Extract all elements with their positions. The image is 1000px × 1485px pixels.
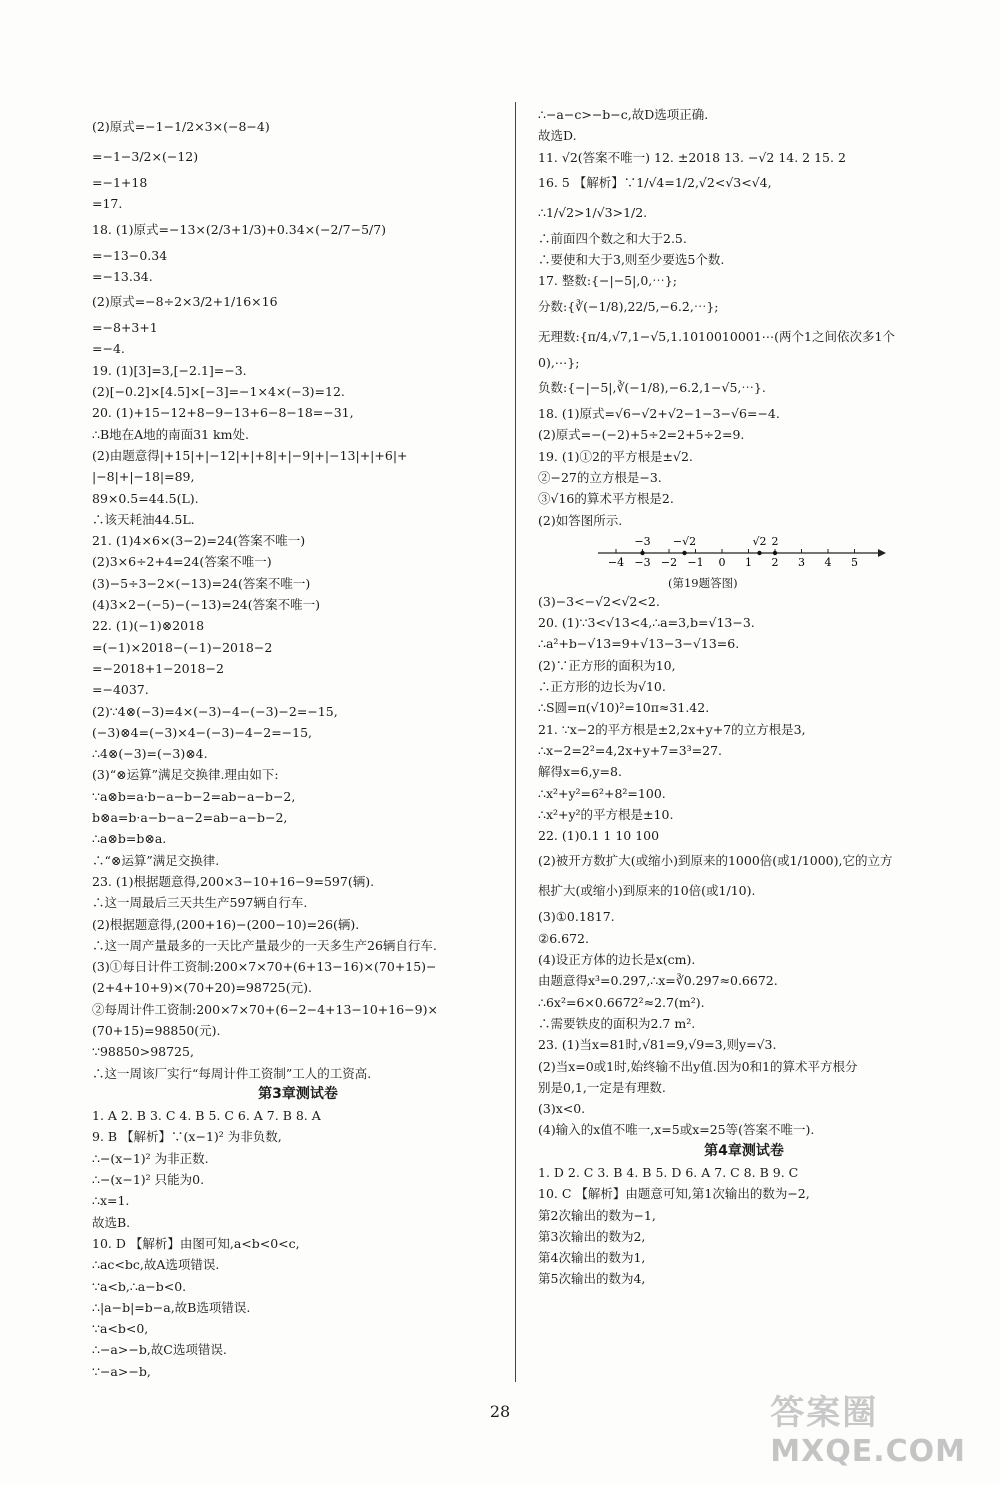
answer-line: 9. B 【解析】∵(x−1)² 为非负数,	[92, 1129, 282, 1145]
answer-line: ∴4⊗(−3)=(−3)⊗4.	[92, 746, 208, 762]
answer-line: (4)3×2−(−5)−(−13)=24(答案不唯一)	[92, 597, 320, 613]
answer-line: ∴−a>−b,故C选项错误.	[92, 1342, 227, 1358]
answer-line: 10. C 【解析】由题意可知,第1次输出的数为−2,	[538, 1186, 810, 1202]
figure-caption: (第19题答图)	[668, 575, 738, 590]
answer-line: =−13.34.	[92, 268, 153, 284]
tick-label: 2	[771, 555, 779, 569]
answer-line: 19. (1)①2的平方根是±√2.	[538, 448, 693, 464]
point-label: −3	[634, 534, 651, 548]
tick-label: 5	[851, 555, 858, 569]
answer-line: =−13−0.34	[92, 247, 168, 263]
answer-line: ∴a²+b−√13=9+√13−3−√13=6.	[538, 636, 740, 652]
answer-line: 根扩大(或缩小)到原来的10倍(或1/10).	[538, 883, 756, 899]
answer-line: ∴要使和大于3,则至少要选5个数.	[538, 252, 725, 268]
answer-line: ∴x²+y²的平方根是±10.	[538, 806, 674, 822]
answer-line: 解得x=6,y=8.	[538, 764, 622, 780]
answer-line: ∴|a−b|=b−a,故B选项错误.	[92, 1299, 251, 1315]
answer-line: ∴−(x−1)² 只能为0.	[92, 1172, 205, 1188]
answer-line: ∴6x²=6×0.6672²≈2.7(m²).	[538, 994, 705, 1010]
watermark	[770, 1385, 966, 1469]
answer-line: ∴x²+y²=6²+8²=100.	[538, 785, 666, 801]
answer-line: =−8+3+1	[92, 320, 158, 336]
page-number: 28	[489, 1402, 511, 1421]
answer-line: 11. √2(答案不唯一) 12. ±2018 13. −√2 14. 2 15. 2	[538, 149, 846, 165]
answer-line: (2)3×6÷2+4=24(答案不唯一)	[92, 554, 272, 570]
answer-line: 19. (1)[3]=3,[−2.1]=−3.	[92, 362, 247, 378]
answer-line: 故选B.	[92, 1214, 131, 1230]
answer-line: 21. (1)4×6×(3−2)=24(答案不唯一)	[92, 533, 306, 549]
answer-line: ∴前面四个数之和大于2.5.	[538, 230, 687, 246]
answer-line: 无理数:{π/4,√7,1−√5,1.1010010001⋯(两个1之间依次多1个	[538, 328, 895, 344]
answer-line: =17.	[92, 196, 123, 212]
point-label: √2	[752, 534, 767, 548]
answer-line: 20. (1)∵3<√13<4,∴a=3,b=√13−3.	[538, 615, 755, 631]
answer-line: (3)x<0.	[538, 1101, 586, 1117]
watermark-url: MXQE.COM	[770, 1434, 966, 1469]
answer-line: (4)设正方体的边长是x(cm).	[538, 952, 696, 968]
number-line-svg	[596, 533, 886, 577]
answer-line: 23. (1)根据题意得,200×3−10+16−9=597(辆).	[92, 873, 375, 889]
answer-line: 由题意得x³=0.297,∴x=∛0.297≈0.6672.	[538, 973, 778, 989]
answer-line: 第5次输出的数为4,	[538, 1271, 646, 1287]
answer-line: (2)[−0.2]×[4.5]×[−3]=−1×4×(−3)=12.	[92, 384, 345, 400]
answer-line: =−1−3/2×(−12)	[92, 149, 199, 164]
answer-line: 16. 5 【解析】∵1/√4=1/2,√2<√3<√4,	[538, 174, 772, 190]
answer-line: =−2018+1−2018−2	[92, 660, 224, 676]
answer-line: (3)①每日计件工资制:200×7×70+(6+13−16)×(70+15)−	[92, 959, 437, 975]
answer-line: ∵98850>98725,	[92, 1044, 194, 1060]
chapter-3-heading: 第3章测试卷	[258, 1085, 338, 1102]
answer-line: =−4037.	[92, 682, 149, 698]
answer-line: 18. (1)原式=√6−√2+√2−1−3−√6=−4.	[538, 406, 780, 422]
point-label: −√2	[672, 534, 697, 548]
answer-line: ②6.672.	[538, 930, 589, 946]
answer-line: ∴“⊗运算”满足交换律.	[92, 852, 220, 868]
answer-line: 负数:{−|−5|,∛(−1/8),−6.2̇,1−√5,⋯}.	[538, 380, 766, 396]
answer-line: 1. D 2. C 3. B 4. B 5. D 6. A 7. C 8. B 9. C	[538, 1164, 799, 1180]
answer-line: 17. 整数:{−|−5|,0,⋯};	[538, 273, 677, 289]
answer-line: ②每周计件工资制:200×7×70+(6−2−4+13−10+16−9)×	[92, 1001, 438, 1017]
tick-label: 1	[745, 555, 752, 569]
answer-line: (4)输入的x值不唯一,x=5或x=25等(答案不唯一).	[538, 1122, 815, 1138]
answer-line: ∴S圆=π(√10)²=10π≈31.42.	[538, 700, 710, 716]
tick-label: −1	[687, 555, 704, 569]
answer-line: 18. (1)原式=−13×(2/3+1/3)+0.34×(−2/7−5/7)	[92, 221, 387, 237]
arrow-icon	[878, 549, 886, 557]
answer-line: ∵a<b,∴a−b<0.	[92, 1278, 187, 1294]
column-divider	[515, 102, 516, 1382]
answer-line: (2)当x=0或1时,始终输不出y值.因为0和1的算术平方根分	[538, 1058, 858, 1074]
answer-line: (2)原式=−8÷2×3/2+1/16×16	[92, 294, 278, 310]
answer-line: 分数:{∛(−1/8),22/5,−6.2̇,⋯};	[538, 298, 719, 314]
answer-line: (2)原式=−(−2)+5÷2=2+5÷2=9.	[538, 427, 745, 443]
answer-line: ∵a<b<0,	[92, 1321, 149, 1337]
answer-line: ∴正方形的边长为√10.	[538, 679, 666, 695]
answer-line: ③√16的算术平方根是2.	[538, 491, 674, 507]
answer-line: (2)∵4⊗(−3)=4×(−3)−4−(−3)−2=−15,	[92, 703, 338, 719]
answer-line: =(−1)×2018−(−1)−2018−2	[92, 639, 273, 655]
answer-line: (2)被开方数扩大(或缩小)到原来的1000倍(或1/1000),它的立方	[538, 853, 893, 869]
answer-line: 22. (1)0.1 1 10 100	[538, 828, 660, 844]
answer-line: (2)如答图所示.	[538, 512, 623, 528]
answer-line: 故选D.	[538, 128, 577, 144]
point-marker	[640, 551, 644, 555]
answer-line: 22. (1)(−1)⊗2018	[92, 618, 205, 634]
tick-label: −3	[634, 555, 651, 569]
point-label: 2	[771, 534, 779, 548]
answer-line: ∴−(x−1)² 为非正数.	[92, 1150, 209, 1166]
answer-line: =−1+18	[92, 175, 148, 190]
answer-line: (2)根据题意得,(200+16)−(200−10)=26(辆).	[92, 916, 360, 932]
point-marker	[773, 551, 777, 555]
answer-line: (3)①0.1817.	[538, 909, 615, 925]
answer-line: (2)∵正方形的面积为10,	[538, 657, 676, 673]
answer-line: (−3)⊗4=(−3)×4−(−3)−4−2=−15,	[92, 724, 313, 740]
answer-line: ∴1/√2>1/√3>1/2.	[538, 204, 648, 220]
answer-line: (70+15)=98850(元).	[92, 1022, 221, 1038]
answer-line: ∴该天耗油44.5L.	[92, 511, 195, 527]
answer-line: ∴这一周该厂实行“每周计件工资制”工人的工资高.	[92, 1065, 372, 1081]
answer-line: 第4次输出的数为1,	[538, 1250, 646, 1266]
answer-line: =−4.	[92, 341, 125, 357]
answer-line: ∴x=1.	[92, 1193, 130, 1209]
answer-line: ∴ac<bc,故A选项错误.	[92, 1257, 220, 1273]
answer-line: ∴需要铁皮的面积为2.7 m².	[538, 1015, 696, 1031]
answer-line: (2)原式=−1−1/2×3×(−8−4)	[92, 119, 270, 134]
answer-line: ②−27的立方根是−3.	[538, 469, 662, 485]
watermark-logo: 答案圈	[770, 1393, 879, 1433]
point-marker	[682, 551, 686, 555]
right-column	[538, 104, 950, 1290]
answer-line: 89×0.5=44.5(L).	[92, 490, 199, 506]
tick-label: −2	[660, 555, 678, 569]
answer-line: ∴这一周最后三天共生产597辆自行车.	[92, 895, 308, 911]
answer-line: |−8|+|−18|=89,	[92, 469, 195, 485]
answer-line: (2+4+10+9)×(70+20)=98725(元).	[92, 980, 312, 996]
answer-line: (3)−3<−√2<√2<2.	[538, 593, 660, 609]
answer-line: ∵a⊗b=a·b−a−b−2=ab−a−b−2,	[92, 788, 296, 804]
answer-line: 第2次输出的数为−1,	[538, 1207, 656, 1223]
answer-line: ∴这一周产量最多的一天比产量最少的一天多生产26辆自行车.	[92, 937, 437, 953]
answer-line: 第3次输出的数为2,	[538, 1228, 646, 1244]
answer-line: ∴−a−c>−b−c,故D选项正确.	[538, 107, 709, 122]
answer-line: 23. (1)当x=81时,√81=9,√9=3,则y=√3.	[538, 1037, 777, 1053]
answer-line: 21. ∵x−2的平方根是±2,2x+y+7的立方根是3,	[538, 721, 806, 737]
point-marker	[757, 551, 761, 555]
answer-line: ∵−a>−b,	[92, 1363, 151, 1379]
answer-line: 20. (1)+15−12+8−9−13+6−8−18=−31,	[92, 405, 354, 421]
answer-line: 1. A 2. B 3. C 4. B 5. C 6. A 7. B 8. A	[92, 1108, 321, 1124]
tick-label: 3	[798, 555, 805, 569]
answer-line: (3)−5÷3−2×(−13)=24(答案不唯一)	[92, 575, 311, 591]
left-column	[92, 112, 504, 1382]
answer-line: 0),⋯};	[538, 354, 580, 370]
answer-line: ∴a⊗b=b⊗a.	[92, 831, 167, 847]
chapter-4-heading: 第4章测试卷	[704, 1142, 784, 1159]
answer-line: 别是0,1,一定是有理数.	[538, 1079, 666, 1095]
tick-label: 4	[824, 555, 832, 569]
tick-label: −4	[607, 555, 625, 569]
number-line-figure	[538, 531, 950, 591]
answer-line: ∴B地在A地的南面31 km处.	[92, 426, 249, 442]
tick-label: 0	[718, 555, 726, 569]
answer-line: 10. D 【解析】由图可知,a<b<0<c,	[92, 1235, 300, 1251]
answer-line: b⊗a=b·a−b−a−2=ab−a−b−2,	[92, 810, 288, 826]
answer-line: (3)“⊗运算”满足交换律.理由如下:	[92, 767, 279, 783]
answer-line: ∴x−2=2²=4,2x+y+7=3³=27.	[538, 742, 723, 758]
answer-line: (2)由题意得|+15|+|−12|+|+8|+|−9|+|−13|+|+6|+	[92, 447, 408, 463]
